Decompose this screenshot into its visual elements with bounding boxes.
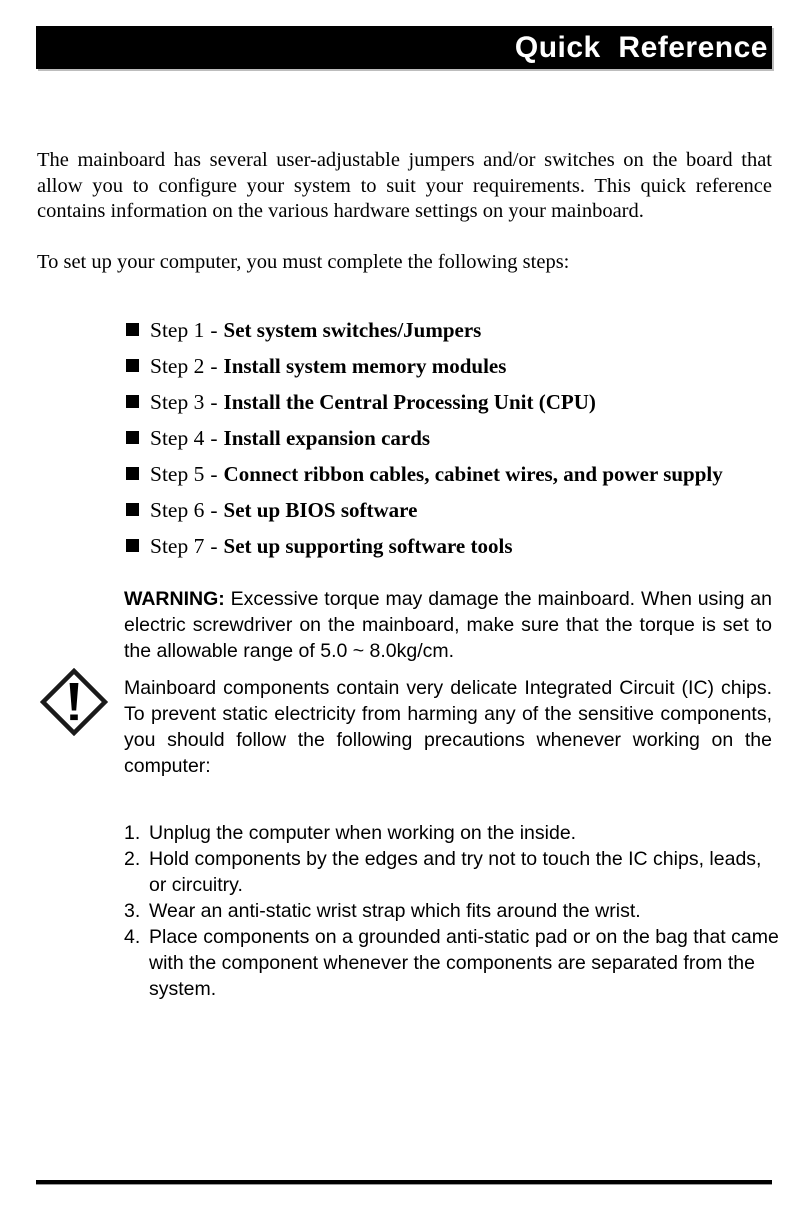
step-item: [126, 534, 786, 570]
footer-divider: [36, 1180, 772, 1184]
step-label: Step 7: [150, 534, 205, 558]
step-item: [126, 354, 786, 390]
list-item: [124, 924, 779, 1002]
step-label: Step 6: [150, 498, 205, 522]
warning-exclamation-diamond-icon: [40, 668, 108, 736]
step-description: Install the Central Processing Unit (CPU): [223, 390, 596, 414]
filled-square-bullet-icon: [126, 323, 139, 336]
step-description: Install system memory modules: [223, 354, 507, 378]
step-description: Set up BIOS software: [223, 498, 418, 522]
setup-steps-list: [126, 318, 786, 570]
step-label: Step 2: [150, 354, 205, 378]
step-item: [126, 390, 786, 426]
list-item-number: 2.: [124, 848, 141, 870]
step-dash: -: [210, 426, 218, 450]
step-dash: -: [210, 354, 218, 378]
step-dash: -: [210, 390, 218, 414]
list-item-number: 4.: [124, 926, 141, 948]
filled-square-bullet-icon: [126, 467, 139, 480]
list-item: [124, 846, 779, 898]
intro-section: [37, 148, 772, 275]
filled-square-bullet-icon: [126, 539, 139, 552]
warning-paragraph: [124, 586, 772, 664]
warning-label: WARNING:: [124, 588, 225, 610]
step-dash: -: [210, 498, 218, 522]
list-item-text: Wear an anti-static wrist strap which fits around the wrist.: [149, 900, 641, 922]
step-description: Install expansion cards: [223, 426, 431, 450]
step-item: [126, 462, 786, 498]
list-item: [124, 820, 779, 846]
step-label: Step 5: [150, 462, 205, 486]
page-header-bar: [36, 26, 772, 69]
static-precaution-paragraph: Mainboard components contain very delicate Integrated Circuit (IC) chips. To prevent static electricity from harming any of the sensitive components, you should follow the following precautions whenever working on the computer:: [124, 677, 772, 777]
step-description: Set up supporting software tools: [223, 534, 513, 558]
intro-paragraph-2: To set up your computer, you must complete the following steps:: [37, 250, 570, 273]
list-item-text: Hold components by the edges and try not to touch the IC chips, leads, or circuitry.: [149, 848, 762, 896]
list-item-text: Unplug the computer when working on the inside.: [149, 822, 577, 844]
step-item: [126, 318, 786, 354]
step-label: Step 3: [150, 390, 205, 414]
step-description: Connect ribbon cables, cabinet wires, and power supply: [223, 462, 723, 486]
step-item: [126, 426, 786, 462]
page-title: Quick Reference: [514, 30, 768, 64]
filled-square-bullet-icon: [126, 431, 139, 444]
intro-paragraph-1: The mainboard has several user-adjustable jumpers and/or switches on the board that allow you to configure your system to suit your requirements. This quick reference contains information on the various hardware settings on your mainboard.: [37, 149, 772, 222]
list-item-number: 3.: [124, 900, 141, 922]
notice-section: [124, 586, 772, 779]
list-item-text: Place components on a grounded anti-static pad or on the bag that came with the component whenever the components are separated from the system.: [149, 926, 779, 1000]
step-label: Step 1: [150, 318, 205, 342]
step-dash: -: [210, 462, 218, 486]
step-dash: -: [210, 318, 218, 342]
step-description: Set system switches/Jumpers: [223, 318, 482, 342]
filled-square-bullet-icon: [126, 359, 139, 372]
step-item: [126, 498, 786, 534]
filled-square-bullet-icon: [126, 395, 139, 408]
list-item-number: 1.: [124, 822, 141, 844]
filled-square-bullet-icon: [126, 503, 139, 516]
list-item: [124, 898, 779, 924]
warning-text: Excessive torque may damage the mainboard. When using an electric screwdriver on the mainboard, make sure that the torque is set to the allowable range of 5.0 ~ 8.0kg/cm.: [124, 588, 772, 662]
precautions-list: [124, 820, 779, 1002]
step-label: Step 4: [150, 426, 205, 450]
step-dash: -: [210, 534, 218, 558]
